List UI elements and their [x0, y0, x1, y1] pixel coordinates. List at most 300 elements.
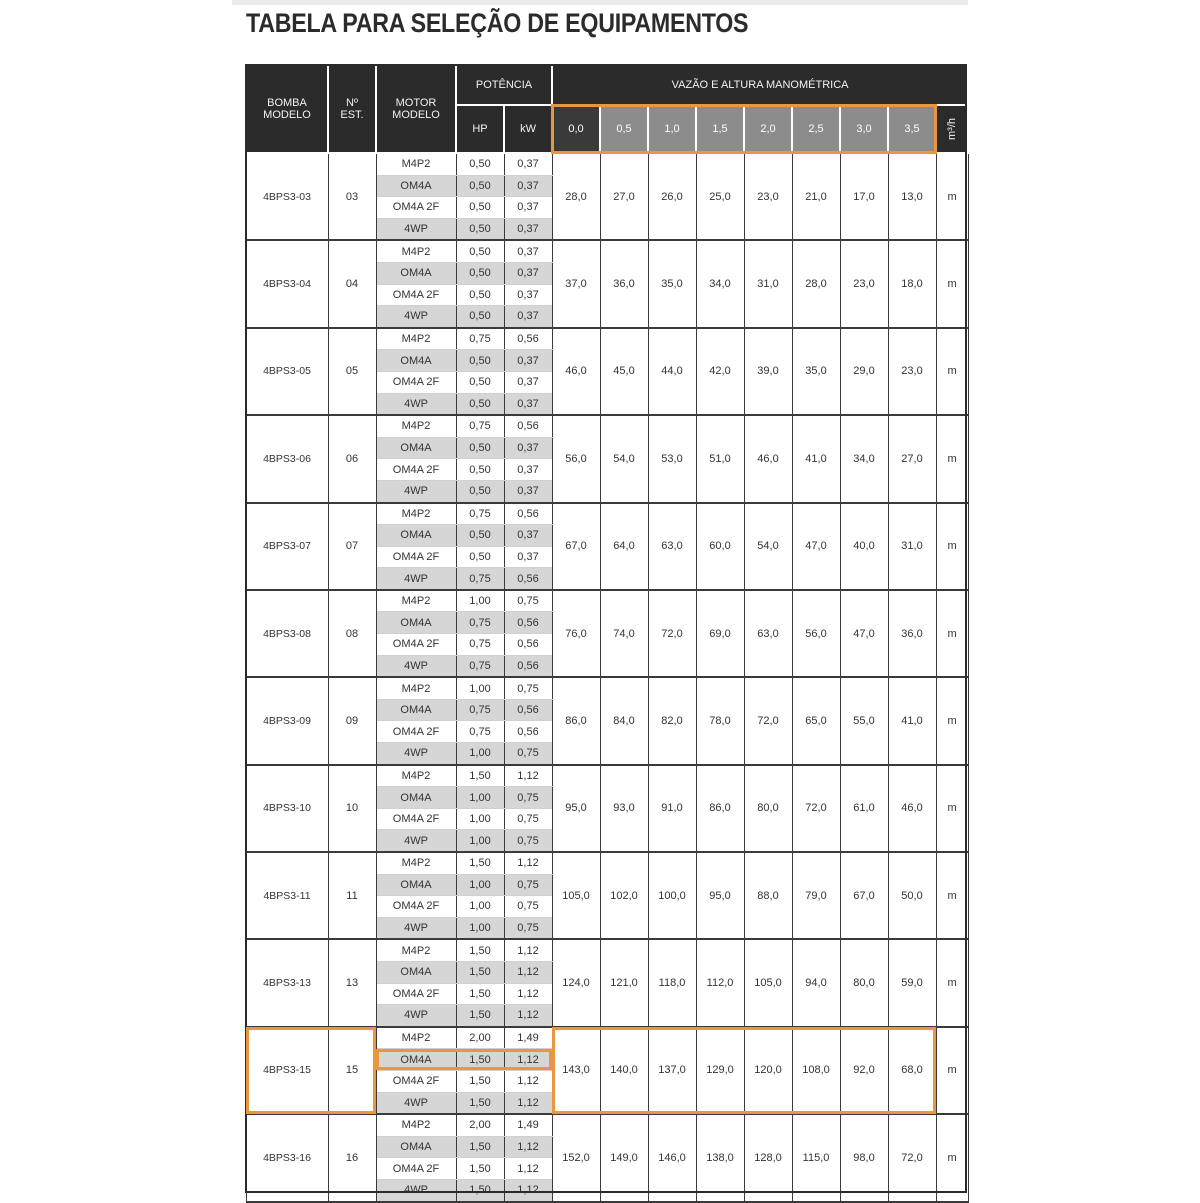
header-flow-6: 3,0	[840, 105, 888, 153]
head-cell: 29,0	[840, 328, 888, 415]
head-cell: 100,0	[648, 852, 696, 939]
motor-model-cell: OM4A 2F	[376, 1070, 456, 1092]
head-cell: 86,0	[696, 765, 744, 852]
hp-cell: 1,00	[456, 808, 504, 830]
motor-model-cell: M4P2	[376, 415, 456, 437]
head-cell: 34,0	[840, 415, 888, 502]
motor-model-cell: M4P2	[376, 240, 456, 262]
motor-model-cell: 4WP	[376, 568, 456, 590]
motor-model-cell: OM4A	[376, 874, 456, 896]
hp-cell: 0,50	[456, 306, 504, 328]
head-unit-cell: m	[936, 677, 968, 764]
motor-model-cell: 4WP	[376, 393, 456, 415]
kw-cell: 0,56	[504, 634, 552, 656]
head-unit-cell: m	[936, 939, 968, 1026]
pump-model-cell: 4BPS3-10	[246, 765, 328, 852]
head-cell: 69,0	[696, 590, 744, 677]
header-stages: Nº EST.	[328, 65, 376, 153]
stages-cell: 16	[328, 1114, 376, 1201]
stages-cell: 08	[328, 590, 376, 677]
head-cell: 36,0	[600, 240, 648, 327]
motor-model-cell: OM4A 2F	[376, 808, 456, 830]
kw-cell: 0,37	[504, 459, 552, 481]
top-divider	[232, 0, 968, 5]
header-flow-0: 0,0	[552, 105, 600, 153]
motor-model-cell: OM4A 2F	[376, 459, 456, 481]
kw-cell: 0,37	[504, 197, 552, 219]
head-cell: 61,0	[840, 765, 888, 852]
kw-cell: 0,37	[504, 262, 552, 284]
kw-cell: 1,12	[504, 983, 552, 1005]
hp-cell: 0,50	[456, 393, 504, 415]
hp-cell: 0,50	[456, 350, 504, 372]
head-cell: 120,0	[744, 1027, 792, 1114]
head-cell: 115,0	[792, 1114, 840, 1201]
head-cell: 23,0	[888, 328, 936, 415]
head-cell: 40,0	[840, 503, 888, 590]
hp-cell: 0,75	[456, 328, 504, 350]
kw-cell: 0,75	[504, 830, 552, 852]
hp-cell: 1,00	[456, 787, 504, 809]
kw-cell: 1,12	[504, 939, 552, 961]
selection-table	[245, 64, 969, 1203]
head-unit-cell: m	[936, 328, 968, 415]
motor-model-cell: OM4A 2F	[376, 896, 456, 918]
head-cell: 50,0	[888, 852, 936, 939]
head-cell: 45,0	[600, 328, 648, 415]
kw-cell: 0,56	[504, 721, 552, 743]
kw-cell: 0,37	[504, 480, 552, 502]
head-cell: 47,0	[840, 590, 888, 677]
kw-cell: 0,37	[504, 175, 552, 197]
motor-model-cell: M4P2	[376, 503, 456, 525]
head-cell: 140,0	[600, 1027, 648, 1114]
head-cell: 98,0	[840, 1114, 888, 1201]
hp-cell: 0,50	[456, 525, 504, 547]
motor-model-cell: 4WP	[376, 655, 456, 677]
hp-cell: 1,50	[456, 939, 504, 961]
head-cell: 46,0	[744, 415, 792, 502]
head-cell: 56,0	[552, 415, 600, 502]
head-cell: 51,0	[696, 415, 744, 502]
hp-cell: 1,00	[456, 874, 504, 896]
kw-cell: 1,12	[504, 1136, 552, 1158]
motor-model-cell: OM4A 2F	[376, 634, 456, 656]
table-row	[246, 1114, 968, 1136]
head-cell: 102,0	[600, 852, 648, 939]
head-cell: 41,0	[792, 415, 840, 502]
hp-cell: 0,50	[456, 371, 504, 393]
header-flow-3: 1,5	[696, 105, 744, 153]
head-cell: 44,0	[648, 328, 696, 415]
head-cell: 46,0	[888, 765, 936, 852]
motor-model-cell: M4P2	[376, 765, 456, 787]
motor-model-cell: OM4A	[376, 1049, 456, 1071]
head-cell: 41,0	[888, 677, 936, 764]
motor-model-cell: OM4A 2F	[376, 1158, 456, 1180]
motor-model-cell: M4P2	[376, 939, 456, 961]
table-row	[246, 240, 968, 262]
motor-model-cell: 4WP	[376, 830, 456, 852]
stages-cell: 06	[328, 415, 376, 502]
hp-cell: 0,50	[456, 240, 504, 262]
header-flow-head: VAZÃO E ALTURA MANOMÉTRICA	[552, 65, 968, 105]
head-cell: 72,0	[744, 677, 792, 764]
motor-model-cell: 4WP	[376, 480, 456, 502]
motor-model-cell: OM4A	[376, 350, 456, 372]
head-cell: 105,0	[552, 852, 600, 939]
kw-cell: 0,75	[504, 743, 552, 765]
table-row	[246, 328, 968, 350]
kw-cell: 0,75	[504, 808, 552, 830]
head-cell: 92,0	[840, 1027, 888, 1114]
motor-model-cell: M4P2	[376, 852, 456, 874]
kw-cell: 1,49	[504, 1027, 552, 1049]
head-cell: 23,0	[744, 153, 792, 240]
head-cell: 53,0	[648, 415, 696, 502]
table-row	[246, 1027, 968, 1049]
kw-cell: 0,56	[504, 699, 552, 721]
head-cell: 13,0	[888, 153, 936, 240]
motor-model-cell: 4WP	[376, 1179, 456, 1201]
head-cell: 88,0	[744, 852, 792, 939]
table-row	[246, 939, 968, 961]
stages-cell: 15	[328, 1027, 376, 1114]
kw-cell: 0,37	[504, 306, 552, 328]
kw-cell: 0,56	[504, 655, 552, 677]
head-cell: 31,0	[888, 503, 936, 590]
kw-cell: 0,37	[504, 153, 552, 175]
hp-cell: 0,50	[456, 262, 504, 284]
motor-model-cell: OM4A	[376, 175, 456, 197]
head-cell: 93,0	[600, 765, 648, 852]
head-cell: 23,0	[840, 240, 888, 327]
head-cell: 60,0	[696, 503, 744, 590]
motor-model-cell: OM4A	[376, 1136, 456, 1158]
head-cell: 17,0	[840, 153, 888, 240]
head-cell: 21,0	[792, 153, 840, 240]
hp-cell: 0,75	[456, 503, 504, 525]
pump-model-cell: 4BPS3-11	[246, 852, 328, 939]
hp-cell: 0,75	[456, 612, 504, 634]
motor-model-cell: OM4A 2F	[376, 197, 456, 219]
motor-model-cell: 4WP	[376, 218, 456, 240]
hp-cell: 1,00	[456, 590, 504, 612]
kw-cell: 1,12	[504, 852, 552, 874]
motor-model-cell: 4WP	[376, 1092, 456, 1114]
hp-cell: 0,50	[456, 437, 504, 459]
head-cell: 72,0	[792, 765, 840, 852]
header-motor-model: MOTOR MODELO	[376, 65, 456, 153]
head-cell: 26,0	[648, 153, 696, 240]
hp-cell: 0,50	[456, 480, 504, 502]
head-unit-cell: m	[936, 765, 968, 852]
kw-cell: 0,56	[504, 415, 552, 437]
motor-model-cell: OM4A 2F	[376, 546, 456, 568]
kw-cell: 0,56	[504, 328, 552, 350]
hp-cell: 1,00	[456, 743, 504, 765]
page-title: TABELA PARA SELEÇÃO DE EQUIPAMENTOS	[246, 8, 749, 38]
kw-cell: 1,12	[504, 1005, 552, 1027]
kw-cell: 0,37	[504, 393, 552, 415]
pump-model-cell: 4BPS3-03	[246, 153, 328, 240]
kw-cell: 0,75	[504, 896, 552, 918]
header-kw: kW	[504, 105, 552, 153]
table-row	[246, 852, 968, 874]
motor-model-cell: OM4A	[376, 525, 456, 547]
head-cell: 37,0	[552, 240, 600, 327]
kw-cell: 1,12	[504, 961, 552, 983]
motor-model-cell: M4P2	[376, 1027, 456, 1049]
motor-model-cell: M4P2	[376, 590, 456, 612]
table-row	[246, 415, 968, 437]
head-cell: 146,0	[648, 1114, 696, 1201]
motor-model-cell: OM4A	[376, 437, 456, 459]
motor-model-cell: OM4A	[376, 961, 456, 983]
kw-cell: 0,56	[504, 503, 552, 525]
head-cell: 42,0	[696, 328, 744, 415]
kw-cell: 0,75	[504, 677, 552, 699]
head-cell: 27,0	[600, 153, 648, 240]
hp-cell: 1,50	[456, 1092, 504, 1114]
pump-model-cell: 4BPS3-08	[246, 590, 328, 677]
header-flow-7: 3,5	[888, 105, 936, 153]
head-unit-cell: m	[936, 1027, 968, 1114]
header-flow-2: 1,0	[648, 105, 696, 153]
head-cell: 80,0	[744, 765, 792, 852]
kw-cell: 0,37	[504, 371, 552, 393]
head-cell: 63,0	[744, 590, 792, 677]
pump-model-cell: 4BPS3-15	[246, 1027, 328, 1114]
motor-model-cell: OM4A 2F	[376, 284, 456, 306]
kw-cell: 0,37	[504, 284, 552, 306]
motor-model-cell: OM4A	[376, 699, 456, 721]
table-body	[246, 153, 968, 1202]
head-cell: 95,0	[552, 765, 600, 852]
head-unit-cell: m	[936, 153, 968, 240]
motor-model-cell: M4P2	[376, 153, 456, 175]
head-cell: 149,0	[600, 1114, 648, 1201]
head-cell: 35,0	[648, 240, 696, 327]
motor-model-cell: OM4A 2F	[376, 983, 456, 1005]
head-cell: 59,0	[888, 939, 936, 1026]
head-cell: 67,0	[840, 852, 888, 939]
pump-model-cell: 4BPS3-05	[246, 328, 328, 415]
motor-model-cell: OM4A 2F	[376, 371, 456, 393]
kw-cell: 0,37	[504, 350, 552, 372]
head-cell: 137,0	[648, 1027, 696, 1114]
head-cell: 54,0	[600, 415, 648, 502]
head-cell: 35,0	[792, 328, 840, 415]
header-power: POTÊNCIA	[456, 65, 552, 105]
head-cell: 94,0	[792, 939, 840, 1026]
hp-cell: 0,75	[456, 415, 504, 437]
head-cell: 55,0	[840, 677, 888, 764]
head-cell: 76,0	[552, 590, 600, 677]
stages-cell: 07	[328, 503, 376, 590]
head-cell: 138,0	[696, 1114, 744, 1201]
head-cell: 72,0	[648, 590, 696, 677]
header-flow-1: 0,5	[600, 105, 648, 153]
kw-cell: 0,37	[504, 240, 552, 262]
hp-cell: 1,00	[456, 677, 504, 699]
hp-cell: 1,50	[456, 1049, 504, 1071]
kw-cell: 0,37	[504, 546, 552, 568]
head-cell: 84,0	[600, 677, 648, 764]
hp-cell: 0,75	[456, 568, 504, 590]
head-cell: 112,0	[696, 939, 744, 1026]
kw-cell: 1,12	[504, 765, 552, 787]
head-cell: 128,0	[744, 1114, 792, 1201]
hp-cell: 0,75	[456, 699, 504, 721]
motor-model-cell: OM4A 2F	[376, 721, 456, 743]
hp-cell: 0,50	[456, 284, 504, 306]
header-pump-model: BOMBA MODELO	[246, 65, 328, 153]
head-unit-cell: m	[936, 240, 968, 327]
head-cell: 63,0	[648, 503, 696, 590]
head-cell: 65,0	[792, 677, 840, 764]
kw-cell: 1,12	[504, 1049, 552, 1071]
hp-cell: 0,50	[456, 153, 504, 175]
hp-cell: 0,50	[456, 197, 504, 219]
head-cell: 27,0	[888, 415, 936, 502]
motor-model-cell: M4P2	[376, 1114, 456, 1136]
head-cell: 124,0	[552, 939, 600, 1026]
kw-cell: 0,75	[504, 874, 552, 896]
head-cell: 82,0	[648, 677, 696, 764]
motor-model-cell: OM4A	[376, 612, 456, 634]
motor-model-cell: OM4A	[376, 787, 456, 809]
kw-cell: 0,56	[504, 612, 552, 634]
head-cell: 54,0	[744, 503, 792, 590]
hp-cell: 0,75	[456, 721, 504, 743]
selection-table-wrapper	[245, 64, 969, 1203]
head-cell: 46,0	[552, 328, 600, 415]
motor-model-cell: M4P2	[376, 328, 456, 350]
table-row	[246, 153, 968, 175]
hp-cell: 1,00	[456, 917, 504, 939]
pump-model-cell: 4BPS3-13	[246, 939, 328, 1026]
head-cell: 78,0	[696, 677, 744, 764]
hp-cell: 0,75	[456, 655, 504, 677]
head-cell: 72,0	[888, 1114, 936, 1201]
head-cell: 121,0	[600, 939, 648, 1026]
header-flow-5: 2,5	[792, 105, 840, 153]
head-cell: 28,0	[792, 240, 840, 327]
stages-cell: 11	[328, 852, 376, 939]
header-hp: HP	[456, 105, 504, 153]
motor-model-cell: OM4A	[376, 262, 456, 284]
head-cell: 74,0	[600, 590, 648, 677]
kw-cell: 1,12	[504, 1158, 552, 1180]
head-cell: 129,0	[696, 1027, 744, 1114]
head-unit-cell: m	[936, 590, 968, 677]
head-cell: 152,0	[552, 1114, 600, 1201]
hp-cell: 0,50	[456, 218, 504, 240]
table-row	[246, 677, 968, 699]
head-cell: 47,0	[792, 503, 840, 590]
head-cell: 31,0	[744, 240, 792, 327]
pump-model-cell: 4BPS3-06	[246, 415, 328, 502]
motor-model-cell: 4WP	[376, 306, 456, 328]
head-unit-cell: m	[936, 852, 968, 939]
head-cell: 36,0	[888, 590, 936, 677]
motor-model-cell: 4WP	[376, 917, 456, 939]
kw-cell: 0,37	[504, 437, 552, 459]
stages-cell: 05	[328, 328, 376, 415]
table-row	[246, 590, 968, 612]
kw-cell: 0,37	[504, 218, 552, 240]
kw-cell: 0,75	[504, 787, 552, 809]
stages-cell: 10	[328, 765, 376, 852]
hp-cell: 2,00	[456, 1114, 504, 1136]
hp-cell: 1,50	[456, 961, 504, 983]
hp-cell: 2,00	[456, 1027, 504, 1049]
kw-cell: 1,12	[504, 1070, 552, 1092]
head-cell: 39,0	[744, 328, 792, 415]
hp-cell: 1,50	[456, 765, 504, 787]
kw-cell: 0,37	[504, 525, 552, 547]
motor-model-cell: M4P2	[376, 677, 456, 699]
head-cell: 56,0	[792, 590, 840, 677]
pump-model-cell: 4BPS3-16	[246, 1114, 328, 1201]
table-row	[246, 503, 968, 525]
kw-cell: 0,75	[504, 917, 552, 939]
head-cell: 79,0	[792, 852, 840, 939]
hp-cell: 1,50	[456, 1136, 504, 1158]
hp-cell: 0,75	[456, 634, 504, 656]
kw-cell: 1,12	[504, 1092, 552, 1114]
head-cell: 86,0	[552, 677, 600, 764]
hp-cell: 1,50	[456, 1070, 504, 1092]
head-cell: 105,0	[744, 939, 792, 1026]
hp-cell: 1,00	[456, 830, 504, 852]
head-unit-cell: m	[936, 503, 968, 590]
head-cell: 64,0	[600, 503, 648, 590]
kw-cell: 0,56	[504, 568, 552, 590]
kw-cell: 1,49	[504, 1114, 552, 1136]
head-unit-cell: m	[936, 415, 968, 502]
hp-cell: 0,50	[456, 459, 504, 481]
header-flow-unit: m³/h	[936, 105, 968, 153]
motor-model-cell: 4WP	[376, 1005, 456, 1027]
stages-cell: 13	[328, 939, 376, 1026]
hp-cell: 1,50	[456, 1005, 504, 1027]
kw-cell: 0,75	[504, 590, 552, 612]
hp-cell: 0,50	[456, 175, 504, 197]
head-cell: 143,0	[552, 1027, 600, 1114]
hp-cell: 1,50	[456, 1158, 504, 1180]
stages-cell: 09	[328, 677, 376, 764]
head-cell: 18,0	[888, 240, 936, 327]
head-cell: 28,0	[552, 153, 600, 240]
hp-cell: 0,50	[456, 546, 504, 568]
head-cell: 118,0	[648, 939, 696, 1026]
pump-model-cell: 4BPS3-07	[246, 503, 328, 590]
motor-model-cell: 4WP	[376, 743, 456, 765]
head-cell: 95,0	[696, 852, 744, 939]
head-cell: 91,0	[648, 765, 696, 852]
head-cell: 25,0	[696, 153, 744, 240]
hp-cell: 1,00	[456, 896, 504, 918]
head-cell: 80,0	[840, 939, 888, 1026]
head-cell: 68,0	[888, 1027, 936, 1114]
head-unit-cell: m	[936, 1114, 968, 1201]
header-flow-4: 2,0	[744, 105, 792, 153]
stages-cell: 04	[328, 240, 376, 327]
head-cell: 108,0	[792, 1027, 840, 1114]
head-cell: 67,0	[552, 503, 600, 590]
